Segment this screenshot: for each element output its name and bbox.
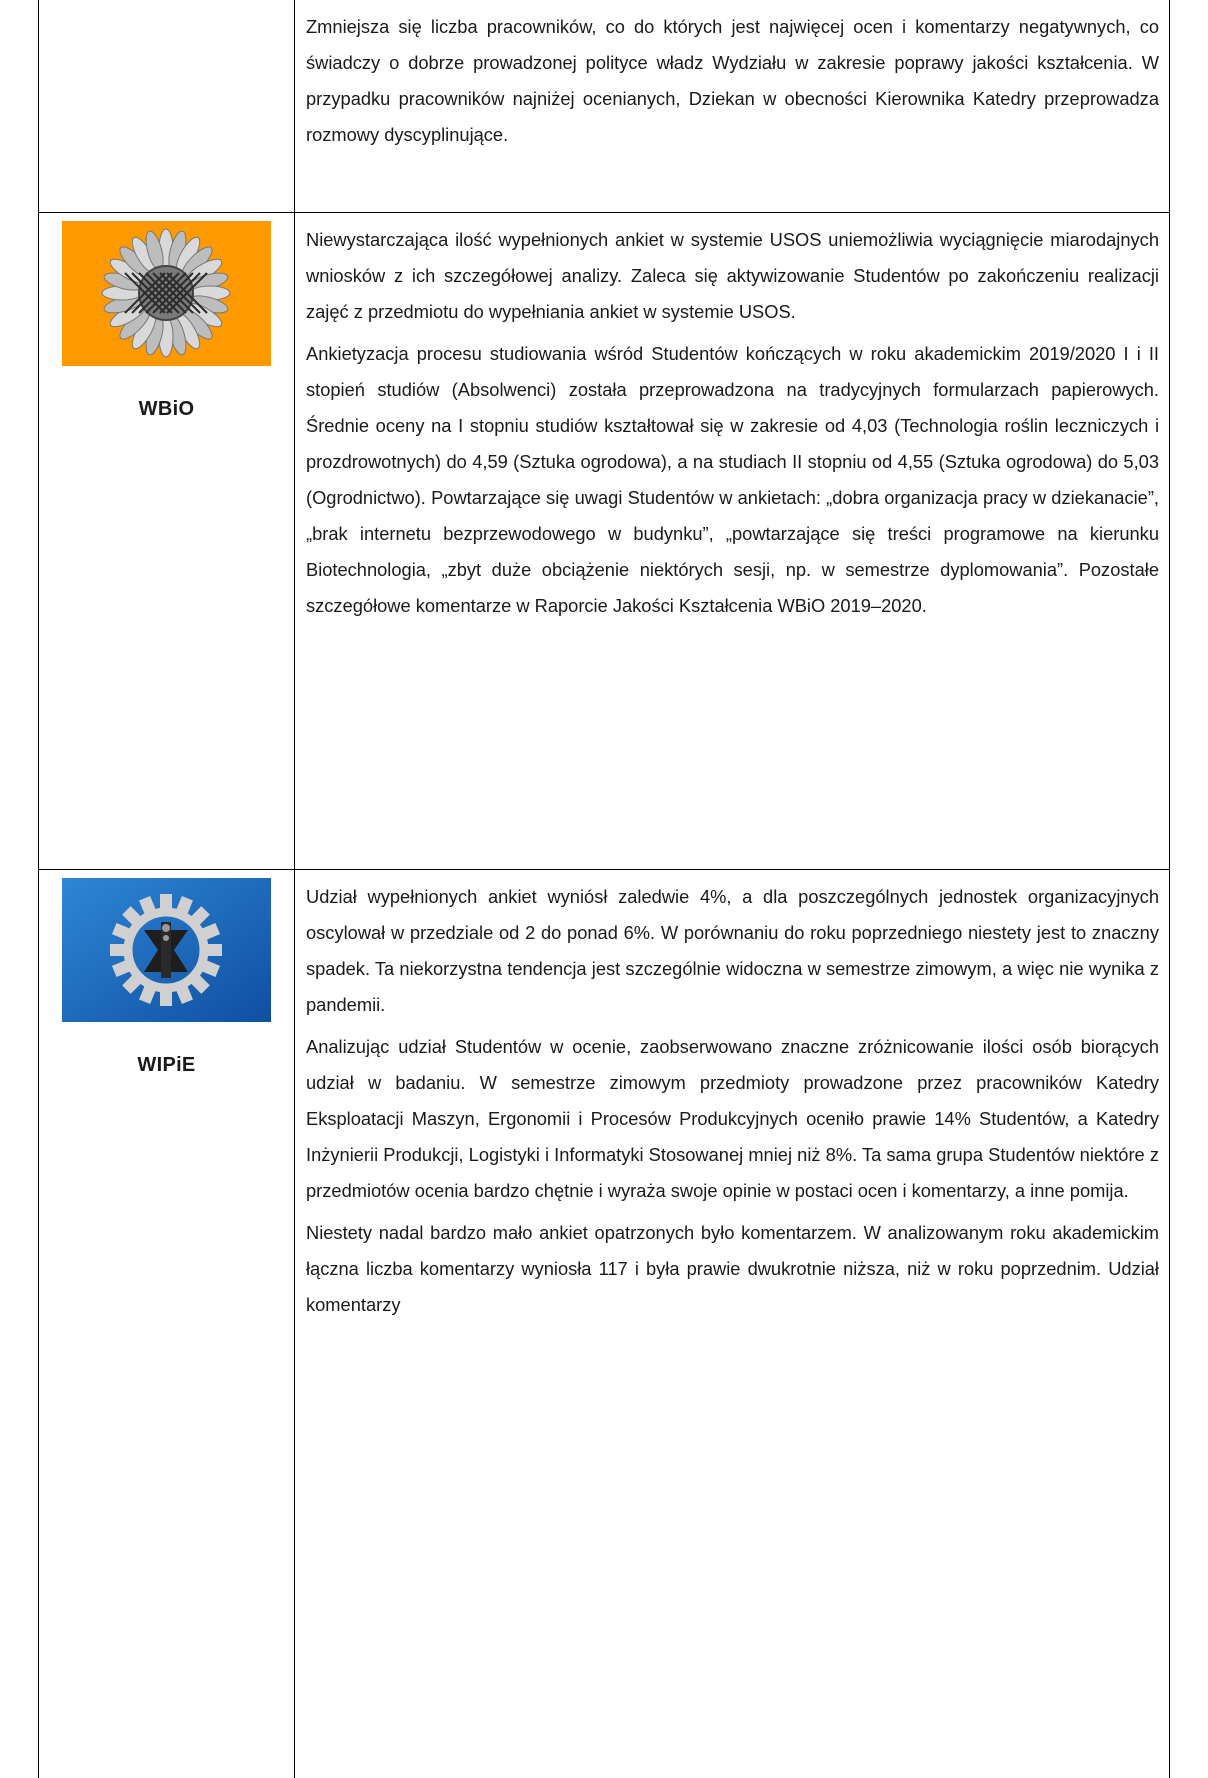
paragraph: Zmniejsza się liczba pracowników, co do których jest najwięcej ocen i komentarzy negatywnych, co świadczy o dobrze prowadzonej polityce władz Wydziału w zakresie poprawy jakości kształcenia. W przypadku pracowników najniżej ocenianych, Dziekan w obecności Kierownika Katedry przeprowadza rozmowy dyscyplinujące.: [306, 16, 1159, 145]
comment-cell: [295, 870, 1169, 1778]
comment-cell: [295, 0, 1169, 212]
table-row-wipie: [39, 870, 1169, 1778]
paragraph: Niewystarczająca ilość wypełnionych ankiet w systemie USOS uniemożliwia wyciągnięcie miarodajnych wniosków z ich szczegółowej analizy. Zaleca się aktywizowanie Studentów po zakończeniu realizacji zajęć z przedmiotu do wypełniania ankiet w systemie USOS.: [306, 229, 1159, 322]
faculty-cell-wbio: [39, 213, 295, 869]
paragraph: Udział wypełnionych ankiet wyniósł zaledwie 4%, a dla poszczególnych jednostek organizacyjnych oscylował w przedziale od 2 do ponad 6%. W porównaniu do roku poprzedniego niestety jest to znaczny spadek. Ta niekorzystna tendencja jest szczególnie widoczna w semestrze zimowym, a więc nie wynika z pandemii.: [306, 886, 1159, 1015]
faculty-cell-wipie: [39, 870, 295, 1778]
paragraph: Ankietyzacja procesu studiowania wśród Studentów kończących w roku akademickim 2019/2020 I i II stopień studiów (Absolwenci) została przeprowadzona na tradycyjnych formularzach papierowych. Średnie oceny na I stopniu studiów kształtował się w zakresie od 4,03 (Technologia roślin leczniczych i prozdrowotnych) do 4,59 (Sztuka ogrodowa), a na studiach II stopniu od 4,55 (Sztuka ogrodowa) do 5,03 (Ogrodnictwo). Powtarzające się uwagi Studentów w ankietach: „dobra organizacja pracy w dziekanacie”, „brak internetu bezprzewodowego w budynku”, „powtarzające się treści programowe na kierunku Biotechnologia, „zbyt duże obciążenie niektórych sesji, np. w semestrze dyplomowania”. Pozostałe szczegółowe komentarze w Raporcie Jakości Kształcenia WBiO 2019–2020.: [306, 343, 1159, 616]
paragraph: Niestety nadal bardzo mało ankiet opatrzonych było komentarzem. W analizowanym roku akademickim łączna liczba komentarzy wyniosła 117 i była prawie dwukrotnie niższa, niż w roku poprzednim. Udział komentarzy: [306, 1222, 1159, 1315]
gear-emblem-logo-icon: [62, 878, 271, 1022]
faculty-cell-empty: [39, 0, 295, 212]
comment-cell: [295, 213, 1169, 869]
faculty-label: WBiO: [138, 398, 195, 420]
paragraph: Analizując udział Studentów w ocenie, zaobserwowano znaczne zróżnicowanie ilości osób biorących udział w badaniu. W semestrze zimowym przedmioty prowadzone przez pracowników Katedry Eksploatacji Maszyn, Ergonomii i Procesów Produkcyjnych oceniło prawie 14% Studentów, a Katedry Inżynierii Produkcji, Logistyki i Informatyki Stosowanej mniej niż 8%. Ta sama grupa Studentów niektóre z przedmiotów ocenia bardzo chętnie i wyraża swoje opinie w postaci ocen i komentarzy, a inne pomija.: [306, 1036, 1159, 1201]
table-row: [39, 0, 1169, 213]
faculty-survey-table: [38, 0, 1170, 1778]
table-row-wbio: [39, 213, 1169, 870]
faculty-label: WIPiE: [137, 1054, 196, 1076]
sunflower-logo-icon: [62, 221, 271, 366]
